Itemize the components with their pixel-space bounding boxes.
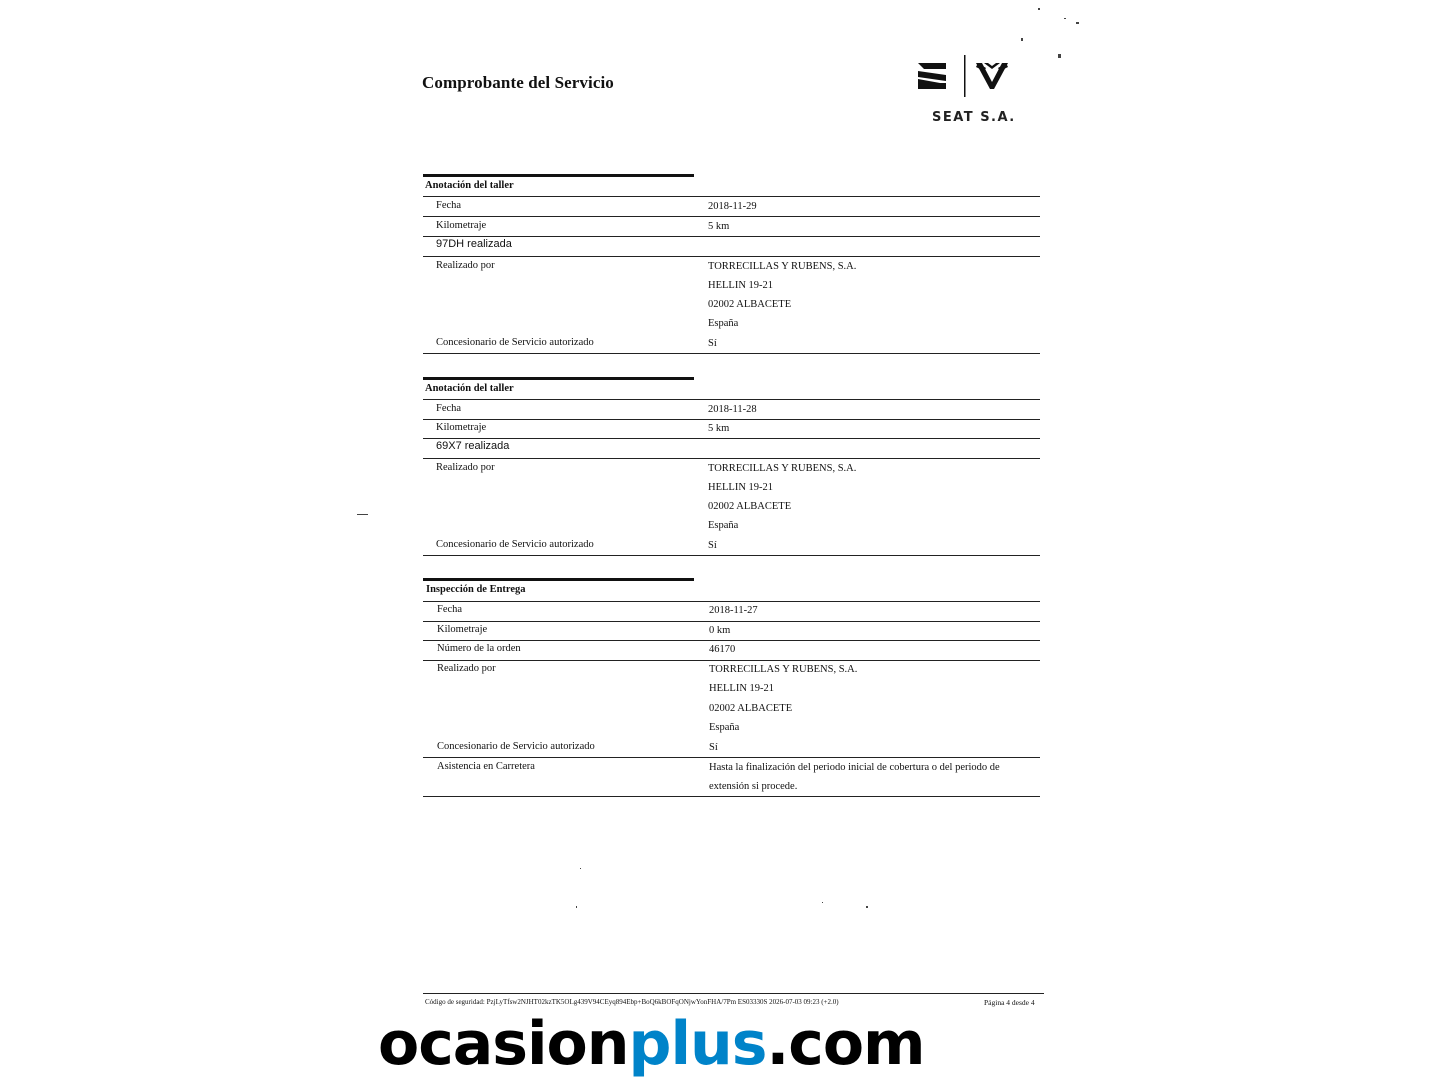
row-value-kilometraje: 5 km [708, 423, 730, 434]
scan-speck [580, 868, 581, 869]
row-label-concesionario: Concesionario de Servicio autorizado [436, 539, 594, 550]
company-name: SEAT S.A. [932, 110, 1016, 125]
row-label-service: 97DH realizada [436, 238, 512, 250]
row-label-kilometraje: Kilometraje [436, 220, 487, 231]
row-value-dealer-name: TORRECILLAS Y RUBENS, S.A. [708, 261, 857, 272]
section-title: Anotación del taller [425, 180, 514, 191]
row-value-dealer-city: 02002 ALBACETE [708, 501, 792, 512]
row-value-dealer-street: HELLIN 19-21 [708, 482, 774, 493]
row-value-kilometraje: 5 km [708, 221, 730, 232]
row-divider [423, 555, 1040, 556]
row-value-dealer-city: 02002 ALBACETE [708, 299, 792, 310]
row-divider [423, 196, 1040, 197]
section-title: Anotación del taller [425, 383, 514, 394]
row-divider [423, 438, 1040, 439]
scan-speck [576, 906, 577, 908]
ocasionplus-watermark [378, 1004, 925, 1084]
row-value-orden: 46170 [709, 644, 736, 655]
brand-part-2: plus [628, 1009, 767, 1079]
row-divider [423, 353, 1040, 354]
row-divider [423, 399, 1040, 400]
cupra-logo-icon [976, 63, 1008, 89]
row-divider [423, 621, 1040, 622]
row-value-fecha: 2018-11-27 [709, 605, 758, 616]
row-divider [423, 796, 1040, 797]
row-divider [423, 601, 1040, 602]
section-title: Inspección de Entrega [426, 584, 526, 595]
row-label-service: 69X7 realizada [436, 440, 510, 452]
scan-speck [822, 902, 823, 903]
row-label-realizado: Realizado por [436, 260, 495, 271]
row-value-dealer-name: TORRECILLAS Y RUBENS, S.A. [709, 664, 858, 675]
row-label-orden: Número de la orden [437, 643, 521, 654]
row-value-dealer-country: España [708, 318, 739, 329]
margin-mark [357, 514, 368, 515]
row-divider [423, 236, 1040, 237]
row-value-dealer-street: HELLIN 19-21 [708, 280, 774, 291]
row-divider [423, 458, 1040, 459]
page-title: Comprobante del Servicio [422, 73, 614, 92]
security-code: Código de seguridad: PzjLyTfsw2NJHT02kzTK5OLg439V94CEyq894Ebp+BoQ6kBOFqONjwYonFHA/7Pm ES03330S 2026-07-03 09:23 (+2.0) [425, 998, 839, 1006]
seat-logo-icon [918, 63, 946, 89]
row-label-kilometraje: Kilometraje [436, 422, 487, 433]
row-divider [423, 216, 1040, 217]
brand-part-3: .com [766, 1009, 925, 1079]
row-label-fecha: Fecha [436, 403, 462, 414]
row-label-fecha: Fecha [436, 200, 462, 211]
row-value-dealer-street: HELLIN 19-21 [709, 683, 775, 694]
row-value-kilometraje: 0 km [709, 625, 731, 636]
row-label-asistencia: Asistencia en Carretera [437, 761, 535, 772]
brand-part-1: ocasion [378, 1009, 629, 1079]
page-number: Página 4 desde 4 [984, 998, 1035, 1007]
section-bar [423, 578, 694, 581]
row-divider [423, 640, 1040, 641]
section-bar [423, 377, 694, 380]
row-label-concesionario: Concesionario de Servicio autorizado [437, 741, 595, 752]
row-label-concesionario: Concesionario de Servicio autorizado [436, 337, 594, 348]
row-value-fecha: 2018-11-29 [708, 201, 757, 212]
row-label-realizado: Realizado por [436, 462, 495, 473]
scan-speck [1058, 54, 1061, 58]
row-label-fecha: Fecha [437, 604, 463, 615]
scan-speck [1021, 38, 1023, 41]
row-value-fecha: 2018-11-28 [708, 404, 757, 415]
scan-speck [866, 906, 868, 908]
scan-speck [1038, 8, 1040, 10]
footer-rule [423, 993, 1044, 994]
row-value-asistencia: Hasta la finalización del periodo inicial de cobertura o del periodo de extensión si procede. [709, 762, 1000, 792]
row-value-concesionario: Sí [708, 338, 717, 349]
scan-speck [1064, 18, 1066, 19]
row-divider [423, 256, 1040, 257]
scan-speck [1076, 22, 1079, 24]
row-value-dealer-city: 02002 ALBACETE [709, 703, 793, 714]
row-divider [423, 660, 1040, 661]
row-divider [423, 419, 1040, 420]
section-bar [423, 174, 694, 177]
row-value-concesionario: Sí [708, 540, 717, 551]
row-value-dealer-country: España [708, 520, 739, 531]
row-value-dealer-country: España [709, 722, 740, 733]
row-label-kilometraje: Kilometraje [437, 624, 488, 635]
row-value-dealer-name: TORRECILLAS Y RUBENS, S.A. [708, 463, 857, 474]
row-value-concesionario: Sí [709, 742, 718, 753]
row-label-realizado: Realizado por [437, 663, 496, 674]
